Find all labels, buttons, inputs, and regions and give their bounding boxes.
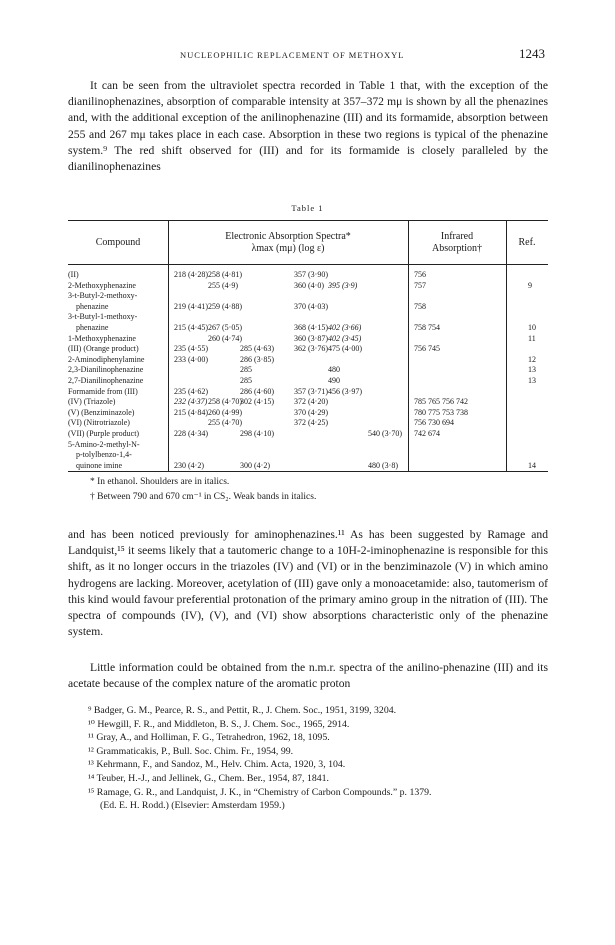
table-row	[68, 291, 548, 301]
compound-cell: Formamide from (III)	[68, 386, 138, 396]
header-infrared-line2: Absorption†	[432, 243, 482, 254]
reference-12: ¹² Grammaticakis, P., Bull. Soc. Chim. Fr., 1954, 99.	[88, 745, 294, 757]
spectrum-cell: 230 (4·2)	[174, 460, 204, 470]
spectrum-cell: 300 (4·2)	[240, 460, 270, 470]
spectrum-cell: 372 (4·25)	[294, 418, 328, 428]
ref-cell: 11	[528, 333, 536, 343]
spectrum-cell: 480	[328, 365, 340, 375]
infrared-cell: 758 754	[414, 323, 440, 332]
spectrum-cell: 370 (4·29)	[294, 407, 328, 417]
spectrum-cell: 475 (4·00)	[328, 344, 362, 354]
header-electronic-line1: Electronic Absorption Spectra*	[225, 231, 351, 242]
table-row	[68, 450, 548, 460]
spectrum-cell: 298 (4·10)	[240, 429, 274, 438]
reference-15: ¹⁵ Ramage, G. R., and Landquist, J. K., in “Chemistry of Carbon Compounds.” p. 1379.	[88, 786, 432, 798]
ref-cell: 13	[528, 376, 536, 385]
compound-cell: phenazine	[76, 323, 109, 332]
reference-13: ¹³ Kehrmann, F., and Sandoz, M., Helv. Chim. Acta, 1920, 3, 104.	[88, 759, 346, 771]
spectrum-cell: 215 (4·84)	[174, 407, 208, 417]
spectrum-cell: 259 (4·88)	[208, 301, 242, 311]
infrared-cell: 785 765 756 742	[414, 397, 468, 407]
spectrum-cell: 218 (4·28)	[174, 270, 208, 279]
header-ref: Ref.	[518, 237, 536, 248]
infrared-cell: 756 745	[414, 344, 440, 354]
compound-cell: 2-Methoxyphenazine	[68, 280, 136, 290]
reference-14: ¹⁴ Teuber, H.-J., and Jellinek, G., Chem. Ber., 1954, 87, 1841.	[88, 772, 330, 784]
spectrum-cell: 402 (3·45)	[328, 333, 362, 343]
page-number: 1243	[519, 46, 545, 61]
paragraph-3-text: Little information could be obtained from the n.m.r. spectra of the anilino-phenazine (III) and its acetate because of the complex nature of the aromatic proton	[68, 661, 548, 691]
table-title: Table 1	[291, 203, 324, 213]
spectrum-cell: 285 (4·63)	[240, 344, 274, 354]
infrared-cell: 780 775 753 738	[414, 407, 468, 417]
header-electronic-line2: λmax (mμ) (log ε)	[251, 243, 325, 254]
reference-9: ⁹ Badger, G. M., Pearce, R. S., and Pettit, R., J. Chem. Soc., 1951, 3199, 3204.	[88, 705, 397, 716]
compound-cell: 2-Aminodiphenylamine	[68, 354, 145, 364]
spectrum-cell: 480 (3·8)	[368, 460, 398, 470]
paragraph-3	[68, 660, 548, 692]
compound-cell: 2,3-Dianilinophenazine	[68, 365, 144, 375]
table-row	[68, 281, 548, 291]
compound-cell: p-tolylbenzo-1,4-	[76, 450, 132, 460]
table-row	[68, 355, 548, 365]
reference-10: ¹⁰ Hewgill, F. R., and Middleton, B. S., J. Chem. Soc., 1965, 2914.	[88, 718, 350, 730]
spectrum-cell: 395 (3·9)	[328, 280, 358, 290]
spectrum-cell: 540 (3·70)	[368, 429, 402, 438]
paragraph-2	[68, 527, 548, 640]
compound-cell: (II)	[68, 270, 79, 279]
spectrum-cell: 219 (4·41)	[174, 301, 208, 311]
spectrum-cell: 302 (4·15)	[240, 397, 274, 407]
paragraph-1-text: It can be seen from the ultraviolet spectra recorded in Table 1 that, with the exception of the dianilinophenazines, absorption of comparable intensity at 357–372 mμ is shown by all the phenazines and, with the additional exception of the anilinophenazine (III) and its formamide, absorption between 255 and 267 mμ takes place in each case. Absorption in these two regions is typical of the phenazine system.⁹ The red shift observed for (III) and for its formamide is closely paralleled by the dianilinophenazines	[68, 79, 548, 174]
spectrum-cell: 258 (4·81)	[208, 270, 242, 279]
paragraph-1	[68, 78, 548, 175]
header-infrared-line1: Infrared	[440, 231, 474, 242]
spectrum-cell: 357 (3·90)	[294, 270, 328, 279]
spectrum-cell: 260 (4·74)	[208, 333, 242, 343]
compound-cell: phenazine	[76, 301, 109, 311]
ref-cell: 14	[528, 460, 536, 470]
compound-cell: (IV) (Triazole)	[68, 397, 116, 407]
spectrum-cell: 368 (4·15)	[294, 323, 328, 332]
spectrum-cell: 260 (4·99)	[208, 407, 242, 417]
infrared-cell: 742 674	[414, 429, 440, 438]
ref-cell: 12	[528, 354, 536, 364]
paragraph-2-text: and has been noticed previously for aminophenazines.¹¹ As has been suggested by Ramage and Landquist,¹⁵ it seems likely that a tautomeric change to a 10H-2-iminophenazine is responsible for this shift, as it no longer occurs in the triazoles (IV) and (VI) or in the benziminazole (V) in which amino hydrogens are lacking. Moreover, acetylation of (III) gave only a monoacetamide: also, tautomerism of this kind would favour preferential protonation of the primary amino group in the nitration of (III). The spectra of compounds (IV), (V), and (VI) show absorptions characteristic only of the phenazine system.	[68, 528, 548, 639]
spectrum-cell: 357 (3·71)	[294, 386, 328, 396]
table-row	[68, 440, 548, 450]
table-header-rule	[68, 264, 548, 265]
absorption-table	[68, 220, 548, 472]
table-footnote-2: † Between 790 and 670 cm⁻¹ in CS₂. Weak bands in italics.	[90, 492, 317, 502]
spectrum-cell: 286 (3·85)	[240, 354, 274, 364]
table-row	[68, 461, 548, 471]
spectrum-cell: 255 (4·9)	[208, 280, 238, 290]
spectrum-cell: 215 (4·45)	[174, 323, 208, 332]
spectrum-cell: 228 (4·34)	[174, 429, 208, 438]
running-head: NUCLEOPHILIC REPLACEMENT OF METHOXYL	[180, 50, 405, 60]
spectrum-cell: 233 (4·00)	[174, 354, 208, 364]
ref-cell: 10	[528, 323, 536, 332]
spectrum-cell: 456 (3·97)	[328, 386, 362, 396]
header-compound: Compound	[95, 237, 141, 248]
table-row	[68, 365, 548, 375]
compound-cell: 1-Methoxyphenazine	[68, 333, 136, 343]
spectrum-cell: 255 (4·70)	[208, 418, 242, 428]
infrared-cell: 757	[414, 280, 426, 290]
infrared-cell: 756 730 694	[414, 418, 454, 428]
spectrum-cell: 285	[240, 376, 252, 385]
spectrum-cell: 235 (4·55)	[174, 344, 208, 354]
table-top-rule	[68, 220, 548, 221]
compound-cell: (VII) (Purple product)	[68, 429, 140, 438]
compound-cell: 3-t-Butyl-1-methoxy-	[68, 312, 138, 322]
header-infrared	[408, 231, 506, 255]
compound-cell: 3-t-Butyl-2-methoxy-	[68, 291, 138, 301]
spectrum-cell: 360 (3·87)	[294, 333, 328, 343]
table-row	[68, 312, 548, 322]
table-bottom-rule	[68, 471, 548, 472]
table-row	[68, 344, 548, 354]
table-row	[68, 376, 548, 386]
table-row	[68, 334, 548, 344]
spectrum-cell: 267 (5·05)	[208, 323, 242, 332]
compound-cell: (III) (Orange product)	[68, 344, 139, 354]
reference-11: ¹¹ Gray, A., and Holliman, F. G., Tetrahedron, 1962, 18, 1095.	[88, 732, 330, 744]
compound-cell: (V) (Benziminazole)	[68, 407, 135, 417]
compound-cell: 2,7-Dianilinophenazine	[68, 376, 144, 385]
header-electronic	[168, 231, 408, 255]
table-row	[68, 429, 548, 439]
spectrum-cell: 285	[240, 365, 252, 375]
spectrum-cell: 362 (3·76)	[294, 344, 328, 354]
table-row	[68, 397, 548, 407]
spectrum-cell: 360 (4·0)	[294, 280, 324, 290]
table-footnote-1: * In ethanol. Shoulders are in italics.	[90, 477, 230, 487]
spectrum-cell: 402 (3·66)	[328, 323, 362, 332]
spectrum-cell: 286 (4·60)	[240, 386, 274, 396]
spectrum-cell: 232 (4·37)	[174, 397, 208, 407]
ref-cell: 13	[528, 365, 536, 375]
compound-cell: (VI) (Nitrotriazole)	[68, 418, 130, 428]
table-row	[68, 302, 548, 312]
spectrum-cell: 370 (4·03)	[294, 301, 328, 311]
table-row	[68, 418, 548, 428]
spectrum-cell: 372 (4·20)	[294, 397, 328, 407]
compound-cell: quinone imine	[76, 460, 122, 470]
infrared-cell: 756	[414, 270, 426, 279]
reference-list	[88, 704, 548, 813]
spectrum-cell: 490	[328, 376, 340, 385]
spectrum-cell: 235 (4·62)	[174, 386, 208, 396]
ref-cell: 9	[528, 280, 532, 290]
table-row	[68, 323, 548, 333]
compound-cell: 5-Amino-2-methyl-N-	[68, 439, 140, 449]
reference-15-continued: (Ed. E. H. Rodd.) (Elsevier: Amsterdam 1959.)	[100, 800, 285, 812]
spectrum-cell: 258 (4·70)	[208, 397, 242, 407]
table-row	[68, 387, 548, 397]
infrared-cell: 758	[414, 301, 426, 311]
table-row	[68, 408, 548, 418]
table-row	[68, 270, 548, 280]
